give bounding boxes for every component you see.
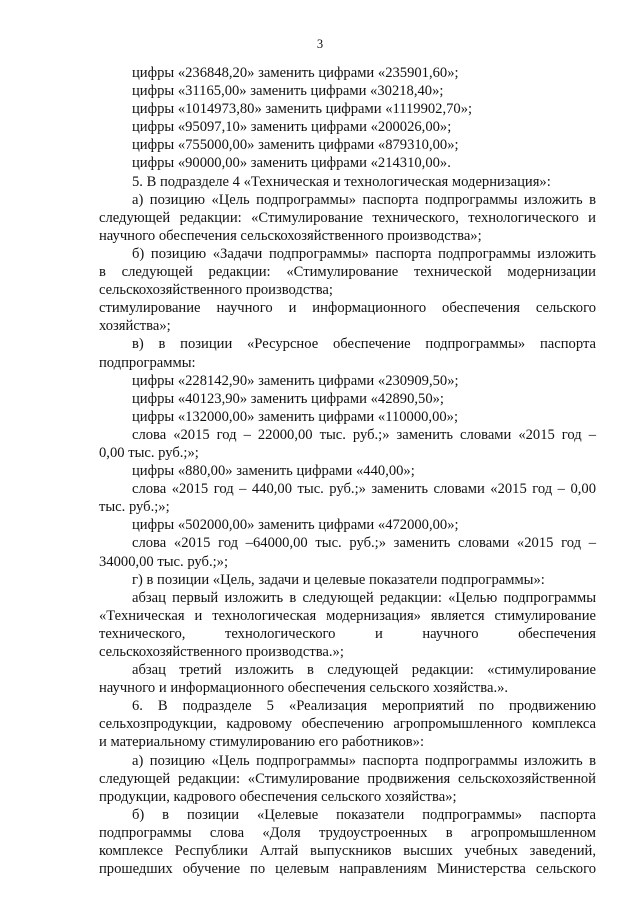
text-line: б) позицию «Задачи подпрограммы» паспорта подпрограммы изложить	[132, 245, 596, 262]
text-line: следующей редакции: «Стимулирование продвижения сельскохозяйственной	[99, 770, 596, 787]
text-line: цифры «95097,10» заменить цифрами «200026,00»;	[132, 119, 452, 136]
text-line: 5. В подразделе 4 «Техническая и технологическая модернизация»:	[132, 173, 551, 190]
text-line: цифры «755000,00» заменить цифрами «879310,00»;	[132, 137, 459, 154]
text-line: цифры «31165,00» заменить цифрами «30218,40»;	[132, 83, 444, 100]
text-line: слова «2015 год –64000,00 тыс. руб.;» заменить словами «2015 год –	[132, 535, 596, 552]
text-line: цифры «228142,90» заменить цифрами «230909,50»;	[132, 372, 459, 389]
text-line: сельскохозяйственного производства.»;	[99, 644, 344, 660]
text-line: цифры «502000,00» заменить цифрами «472000,00»;	[132, 517, 459, 534]
text-line: прошедших обучение по целевым направлениям Министерства сельского	[99, 861, 596, 878]
text-line: 6. В подразделе 5 «Реализация мероприятий по продвижению	[132, 698, 596, 715]
text-line: слова «2015 год – 440,00 тыс. руб.;» заменить словами «2015 год – 0,00	[132, 481, 596, 498]
text-line: комплексе Республики Алтай выпускников высших учебных заведений,	[99, 843, 596, 860]
text-line: цифры «90000,00» заменить цифрами «214310,00».	[132, 155, 451, 172]
text-line: научного обеспечения сельскохозяйственного производства»;	[99, 227, 482, 244]
page-number: 3	[316, 37, 324, 51]
text-line: «Техническая и технологическая модернизация» является стимулирование	[99, 607, 596, 624]
text-line: цифры «880,00» заменить цифрами «440,00»;	[132, 463, 415, 480]
text-line: продукции, кадрового обеспечения сельского хозяйства»;	[99, 788, 457, 805]
text-line: слова «2015 год – 22000,00 тыс. руб.;» заменить словами «2015 год –	[132, 426, 596, 443]
text-line: г) в позиции «Цель, задачи и целевые показатели подпрограммы»:	[132, 571, 545, 588]
text-line: а) позицию «Цель подпрограммы» паспорта подпрограммы изложить в	[132, 752, 596, 769]
text-line: цифры «236848,20» заменить цифрами «235901,60»;	[132, 65, 459, 81]
text-line: цифры «1014973,80» заменить цифрами «1119902,70»;	[132, 101, 473, 118]
text-line: цифры «132000,00» заменить цифрами «110000,00»;	[132, 408, 459, 425]
text-line: 34000,00 тыс. руб.;»;	[99, 553, 229, 570]
text-line: следующей редакции: «Стимулирование технического, технологического и	[99, 209, 596, 226]
text-line: тыс. руб.;»;	[99, 499, 170, 516]
text-line: абзац третий изложить в следующей редакции: «стимулирование	[132, 662, 596, 679]
document-body	[99, 64, 596, 878]
text-line: и материальному стимулированию его работников»:	[99, 734, 425, 751]
text-line: хозяйства»;	[99, 318, 171, 335]
text-line: б) в позиции «Целевые показатели подпрограммы» паспорта	[132, 806, 596, 823]
text-line: в) в позиции «Ресурсное обеспечение подпрограммы» паспорта	[132, 336, 596, 353]
text-line: абзац первый изложить в следующей редакции: «Целью подпрограммы	[132, 589, 596, 606]
text-line: сельскохозяйственного производства;	[99, 282, 333, 299]
text-line: в следующей редакции: «Стимулирование технической модернизации	[99, 264, 596, 281]
text-line: 0,00 тыс. руб.;»;	[99, 444, 199, 461]
text-line: научного и информационного обеспечения сельского хозяйства.».	[99, 680, 509, 697]
text-line: а) позицию «Цель подпрограммы» паспорта подпрограммы изложить в	[132, 191, 596, 208]
text-line: технического, технологического и научного обеспечения	[99, 625, 596, 642]
text-line: подпрограммы слова «Доля трудоустроенных в агропромышленном	[99, 824, 596, 841]
text-line: подпрограммы:	[99, 354, 196, 371]
text-line: цифры «40123,90» заменить цифрами «42890,50»;	[132, 390, 444, 407]
text-line: сельхозпродукции, кадровому обеспечению агропромышленного комплекса	[99, 716, 596, 733]
text-line: стимулирование научного и информационного обеспечения сельского	[99, 300, 596, 317]
